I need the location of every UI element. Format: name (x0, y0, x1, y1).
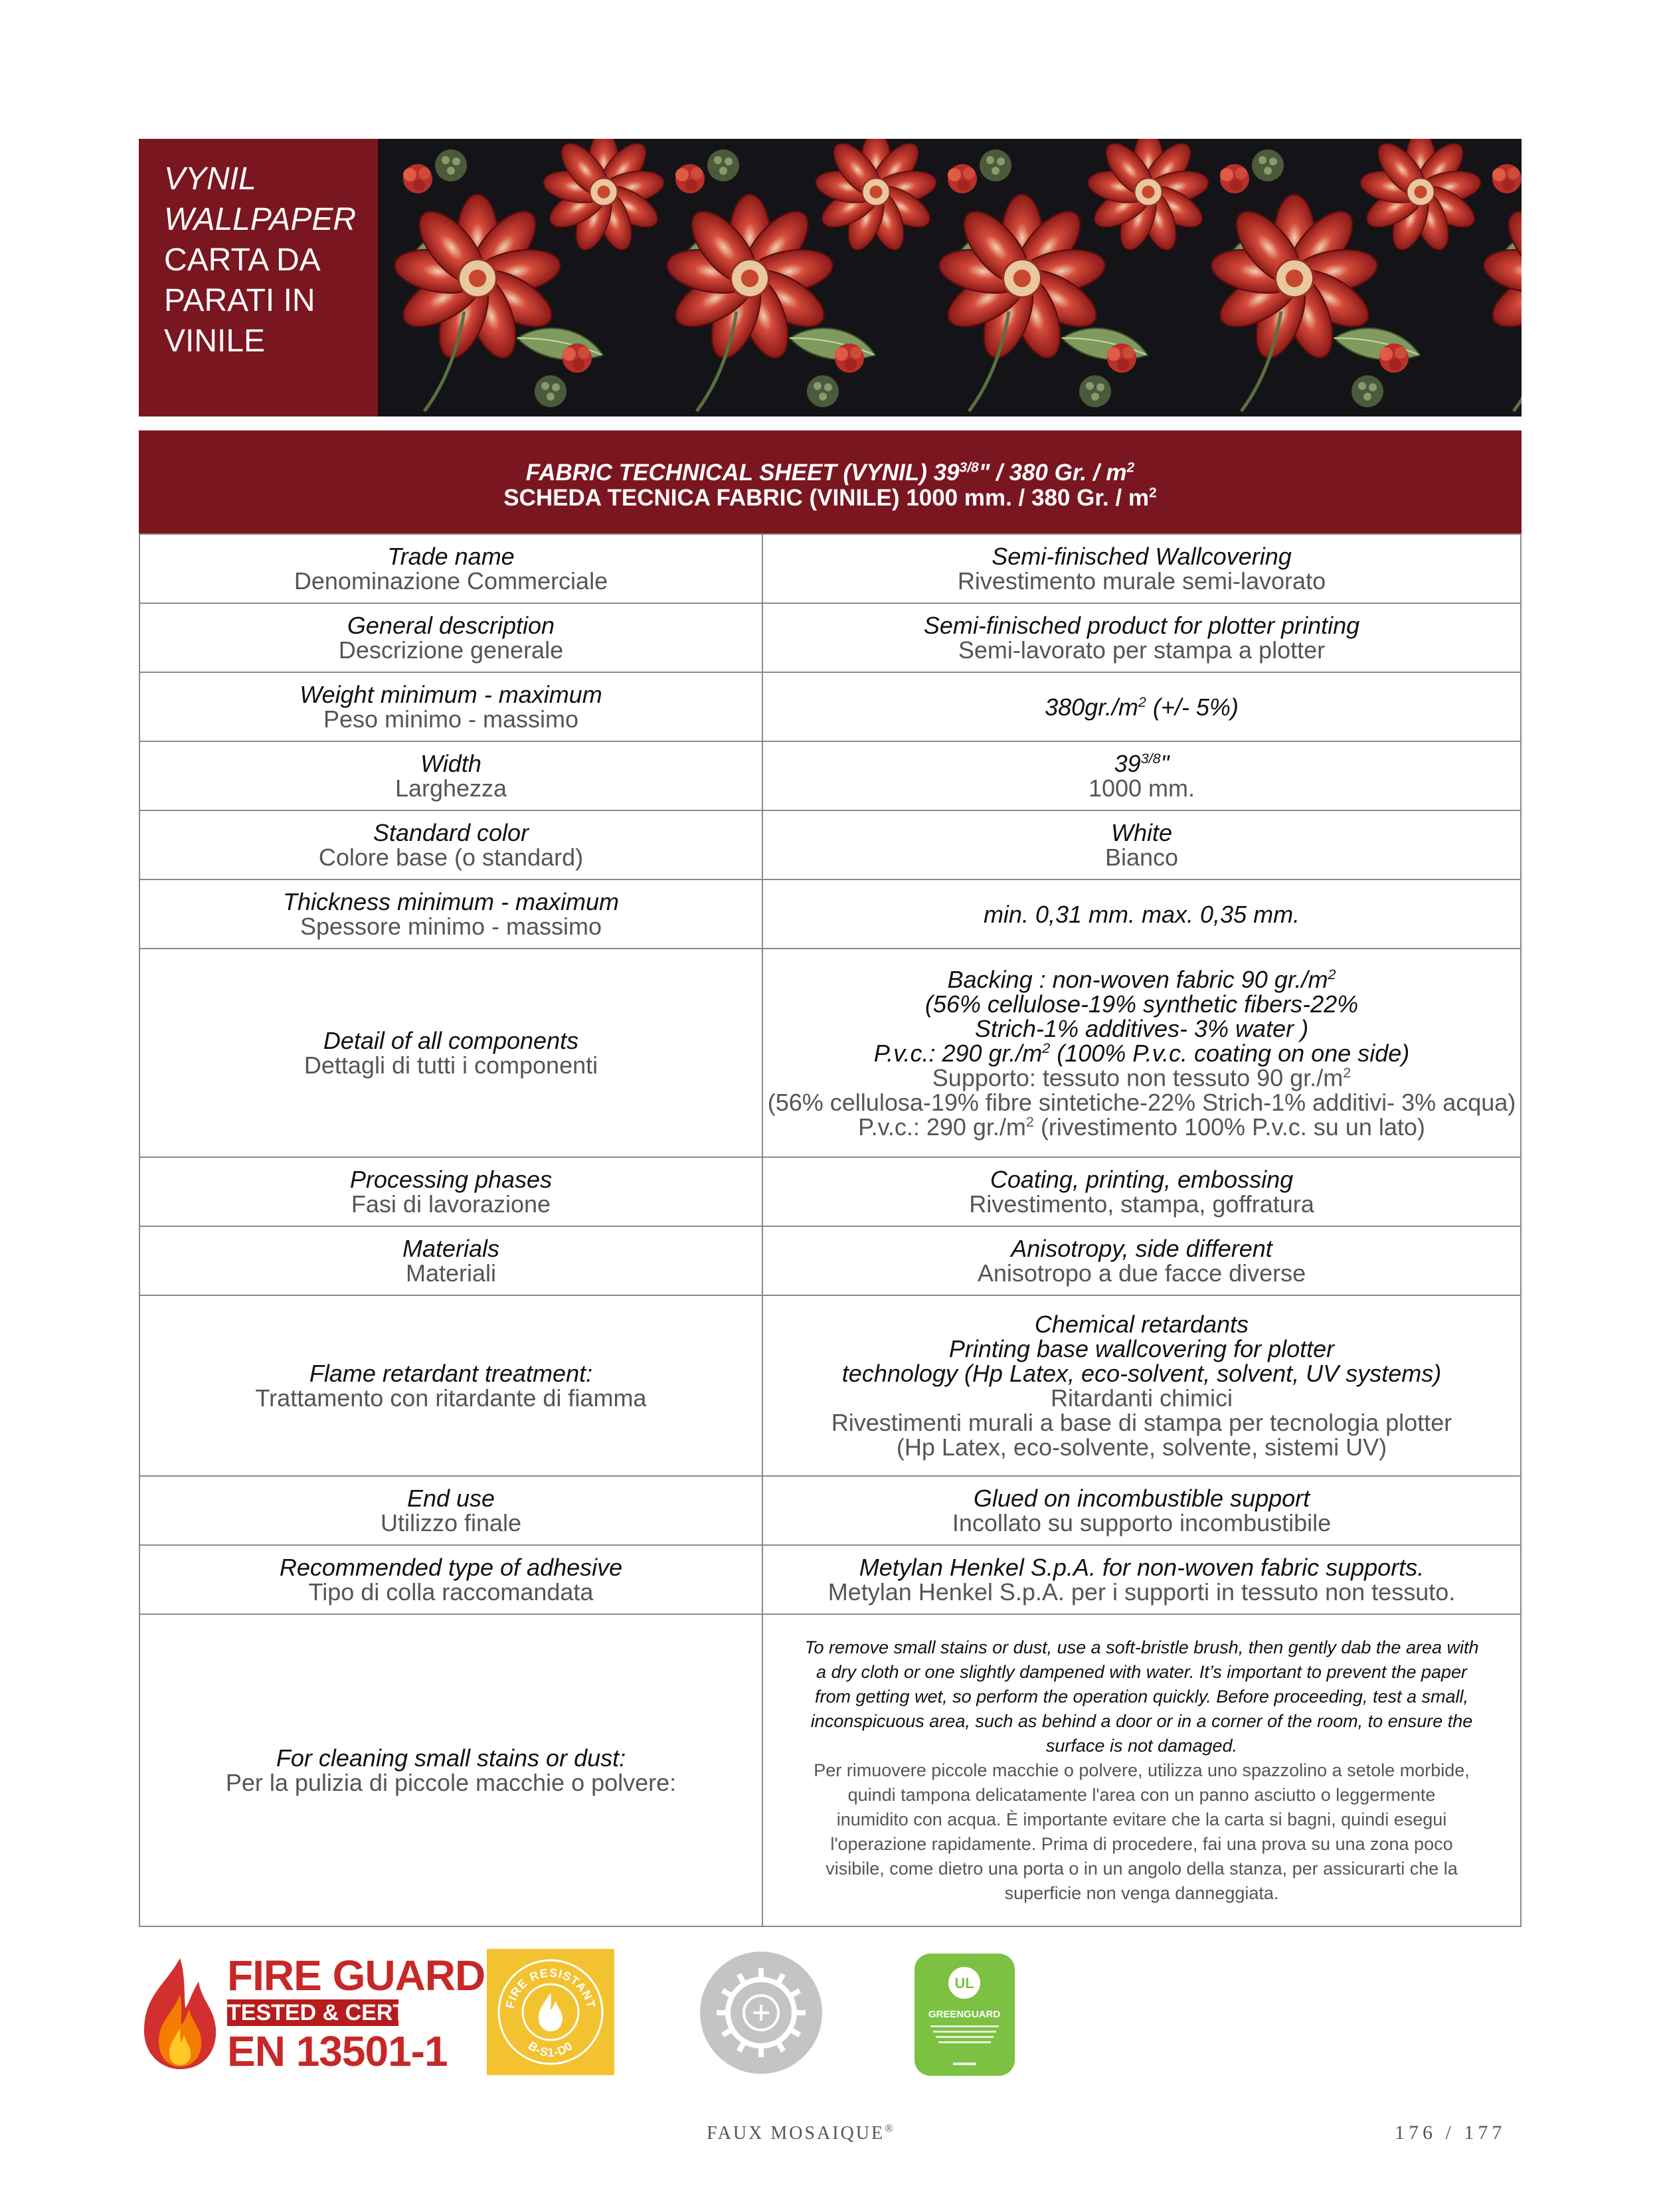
cleaning-label (139, 1614, 762, 1926)
components-label (139, 949, 762, 1157)
fire-resistant-badge (487, 1949, 614, 2075)
thickness-value (762, 879, 1521, 949)
ul-mark: UL (954, 1975, 974, 1991)
label-it: Spessore minimo - massimo (300, 913, 602, 940)
table-row (139, 672, 1521, 741)
table-row (139, 534, 1521, 603)
label-it: Dettagli di tutti i componenti (304, 1052, 598, 1079)
header-title-en (164, 159, 356, 240)
supporto-square: 2 (1343, 1063, 1352, 1081)
width-inch-mark: " (1160, 750, 1170, 777)
materials-value (762, 1226, 1521, 1295)
value-it: Bianco (1104, 844, 1179, 871)
value-it: Metylan Henkel S.p.A. per i supporti in tessuto non tessuto. (828, 1578, 1456, 1606)
footer-brand (701, 2123, 901, 2144)
header-title-it-line-3: VINILE (164, 323, 266, 359)
fire-resistant-label: FIRE RESISTANT (503, 1966, 598, 2010)
table-row (139, 1476, 1521, 1545)
standard-color-value (762, 810, 1521, 879)
fire-guard-tested: TESTED & CERTIFIED (227, 2000, 465, 2025)
label-en: Thickness minimum - maximum (282, 888, 620, 915)
width-label (139, 741, 762, 810)
value-en-line: To remove small stains or dust, use a soft-bristle brush, then gently dab the area with (804, 1637, 1479, 1657)
table-row (139, 810, 1521, 879)
value-en-line (767, 967, 1516, 992)
header-title-en-line-1: VYNIL (164, 161, 256, 197)
header-title-it (164, 240, 321, 361)
label-en: For cleaning small stains or dust: (276, 1744, 626, 1772)
value-it-line: Per rimuovere piccole macchie o polvere, utilizza uno spazzolino a setole morbide, (814, 1760, 1470, 1780)
fire-guard-norm: EN 13501-1 (227, 2027, 448, 2075)
value-it-line: superficie non venga danneggiata. (1004, 1883, 1279, 1903)
label-en: Processing phases (349, 1166, 553, 1193)
components-value (762, 949, 1521, 1157)
value-it: Rivestimento murale semi-lavorato (957, 567, 1326, 595)
footer-brand-text: FAUX MOSAIQUE (707, 2123, 885, 2144)
footer-brand-reg: ® (885, 2122, 895, 2135)
thickness-label (139, 879, 762, 949)
value-it-line (767, 1115, 1516, 1139)
flame-label (139, 1295, 762, 1476)
value-it: Semi-lavorato per stampa a plotter (958, 636, 1326, 664)
value-en: Coating, printing, embossing (990, 1166, 1294, 1193)
label-it: Larghezza (394, 775, 507, 802)
general-description-label (139, 603, 762, 672)
pvc-note: (100% P.v.c. coating on one side) (1050, 1039, 1410, 1067)
label-it: Descrizione generale (338, 636, 564, 664)
header-title-it-line-1: CARTA DA (164, 242, 321, 278)
label-it: Utilizzo finale (380, 1509, 522, 1536)
table-row (139, 1614, 1521, 1926)
weight-tolerance: (+/- 5%) (1146, 693, 1239, 721)
processing-value (762, 1157, 1521, 1226)
standard-color-label (139, 810, 762, 879)
pvc-it-text: P.v.c.: 290 gr./m (858, 1113, 1026, 1141)
table-row (139, 603, 1521, 672)
fire-guard-title: FIRE GUARD (227, 1952, 485, 1999)
value-en: Anisotropy, side different (1011, 1235, 1272, 1262)
sheet-title-band (139, 430, 1522, 533)
general-description-value (762, 603, 1521, 672)
sheet-title-en-unit: " / 380 Gr. / m (978, 460, 1127, 486)
label-en: Width (420, 750, 481, 777)
fire-guard-badge (139, 1948, 485, 2075)
label-it: Tipo di colla raccomandata (308, 1578, 594, 1606)
flame-icon (139, 1955, 221, 2071)
label-it: Materiali (405, 1259, 497, 1287)
flame-value (762, 1295, 1521, 1476)
label-en: Weight minimum - maximum (300, 681, 602, 708)
table-row (139, 1226, 1521, 1295)
value-en-line: Chemical retardants (1034, 1311, 1249, 1338)
value-it: 1000 mm. (1088, 775, 1195, 802)
value-en-line: a dry cloth or one slightly dampened with water. It’s important to prevent the paper (816, 1661, 1468, 1682)
fire-resistant-class: B-S1-D0 (525, 2039, 576, 2060)
table-row (139, 1295, 1521, 1476)
header-title-panel (139, 139, 378, 416)
label-en: End use (406, 1485, 495, 1512)
label-it: Denominazione Commerciale (294, 567, 608, 595)
pvc-it-square: 2 (1025, 1113, 1034, 1130)
value-en (767, 695, 1516, 719)
header-title-en-line-2: WALLPAPER (164, 202, 357, 237)
width-inches: 39 (1114, 750, 1141, 777)
value-en: Metylan Henkel S.p.A. for non-woven fabric supports. (859, 1554, 1425, 1581)
backing-text: Backing : non-woven fabric 90 gr./m (947, 965, 1328, 993)
weight-value (762, 672, 1521, 741)
table-row (139, 879, 1521, 949)
value-it-line: visibile, come dietro una porta o in un angolo della stanza, per assicurarti che la (826, 1858, 1458, 1879)
gear-icon (699, 1951, 823, 2074)
value-en: min. 0,31 mm. max. 0,35 mm. (983, 900, 1300, 928)
trade-name-value (762, 534, 1521, 603)
label-en: Standard color (373, 819, 529, 846)
supporto-text: Supporto: tessuto non tessuto 90 gr./m (932, 1063, 1344, 1091)
value-en-line: Printing base wallcovering for plotter (948, 1335, 1335, 1362)
label-en: Trade name (387, 543, 515, 570)
value-en-line: surface is not damaged. (1045, 1735, 1238, 1756)
label-it: Trattamento con ritardante di fiamma (255, 1384, 647, 1412)
table-row (139, 741, 1521, 810)
label-it: Fasi di lavorazione (351, 1190, 551, 1218)
sheet-title-en-fraction: 3/8 (959, 460, 979, 476)
value-it-line: inumidito con acqua. È importante evitare che la carta si bagni, quindi esegui (836, 1809, 1447, 1829)
value-it-line: quindi tampona delicatamente l'area con un panno asciutto o leggermente (847, 1784, 1436, 1805)
label-it: Colore base (o standard) (318, 844, 584, 871)
value-en-line: inconspicuous area, such as behind a door or in a corner of the room, to ensure the (810, 1710, 1473, 1731)
label-en: Detail of all components (323, 1027, 579, 1054)
sheet-title-it-square: 2 (1149, 485, 1157, 501)
trade-name-label (139, 534, 762, 603)
cleaning-value (762, 1614, 1521, 1926)
end-use-label (139, 1476, 762, 1545)
value-en-line: Strich-1% additives- 3% water ) (974, 1014, 1309, 1042)
value-en (767, 751, 1516, 776)
value-it-line: Ritardanti chimici (1050, 1384, 1233, 1412)
label-en: Recommended type of adhesive (279, 1554, 623, 1581)
label-it: Peso minimo - massimo (323, 705, 579, 733)
sheet-title-en-square: 2 (1126, 460, 1135, 476)
weight-label (139, 672, 762, 741)
materials-label (139, 1226, 762, 1295)
pvc-square: 2 (1042, 1039, 1051, 1056)
gear-badge (699, 1951, 823, 2074)
table-row (139, 949, 1521, 1157)
value-it-line: (Hp Latex, eco-solvente, solvente, sistemi UV) (896, 1433, 1387, 1461)
value-it: Anisotropo a due facce diverse (977, 1259, 1306, 1287)
adhesive-label (139, 1545, 762, 1614)
value-it-line: l'operazione rapidamente. Prima di procedere, fai una prova su una zona poco (830, 1833, 1453, 1854)
greenguard-icon (913, 1952, 1016, 2077)
table-row (139, 1545, 1521, 1614)
value-en-line: (56% cellulose-19% synthetic fibers-22% (924, 990, 1359, 1018)
sheet-title-it (139, 485, 1522, 511)
label-en: Materials (402, 1235, 500, 1262)
value-en: Semi-finisched Wallcovering (992, 543, 1292, 570)
value-it: Rivestimento, stampa, goffratura (969, 1190, 1314, 1218)
sheet-title-it-text: SCHEDA TECNICA FABRIC (VINILE) 1000 mm. / 380 Gr. / m (503, 485, 1150, 511)
backing-square: 2 (1328, 965, 1336, 982)
value-en-line: technology (Hp Latex, eco-solvent, solvent, UV systems) (841, 1360, 1442, 1387)
weight-number: 380gr./m (1045, 693, 1138, 721)
table-row (139, 1157, 1521, 1226)
label-it: Per la pulizia di piccole macchie o polvere: (225, 1769, 677, 1796)
value-en: Semi-finisched product for plotter printing (923, 612, 1360, 639)
greenguard-badge (913, 1952, 1016, 2077)
value-en-line (767, 1041, 1516, 1065)
value-en-line: from getting wet, so perform the operation quickly. Before proceeding, test a small, (815, 1686, 1468, 1706)
label-en: Flame retardant treatment: (309, 1360, 593, 1387)
page-number: 176 / 177 (1395, 2122, 1506, 2144)
width-value (762, 741, 1521, 810)
floral-pattern-image (378, 139, 1522, 416)
width-fraction: 3/8 (1140, 750, 1161, 767)
pvc-it-note: (rivestimento 100% P.v.c. su un lato) (1033, 1113, 1425, 1141)
end-use-value (762, 1476, 1521, 1545)
value-it-line: (56% cellulosa-19% fibre sintetiche-22% Strich-1% additivi- 3% acqua) (767, 1088, 1516, 1116)
value-it-line: Rivestimenti murali a base di stampa per tecnologia plotter (831, 1409, 1452, 1436)
sheet-title-en (139, 460, 1522, 486)
label-en: General description (347, 612, 555, 639)
value-en: White (1110, 819, 1173, 846)
pvc-text: P.v.c.: 290 gr./m (873, 1039, 1043, 1067)
adhesive-value (762, 1545, 1521, 1614)
weight-square: 2 (1138, 693, 1146, 710)
spec-table (139, 533, 1522, 1927)
greenguard-label: GREENGUARD (928, 2009, 1001, 2020)
fire-resistant-icon (487, 1949, 614, 2075)
header-title-it-line-2: PARATI IN (164, 283, 315, 318)
value-it-line (767, 1065, 1516, 1090)
value-it: Incollato su supporto incombustibile (952, 1509, 1332, 1536)
processing-label (139, 1157, 762, 1226)
sheet-title-en-text: FABRIC TECHNICAL SHEET (VYNIL) 39 (525, 460, 960, 486)
value-en: Glued on incombustible support (973, 1485, 1310, 1512)
